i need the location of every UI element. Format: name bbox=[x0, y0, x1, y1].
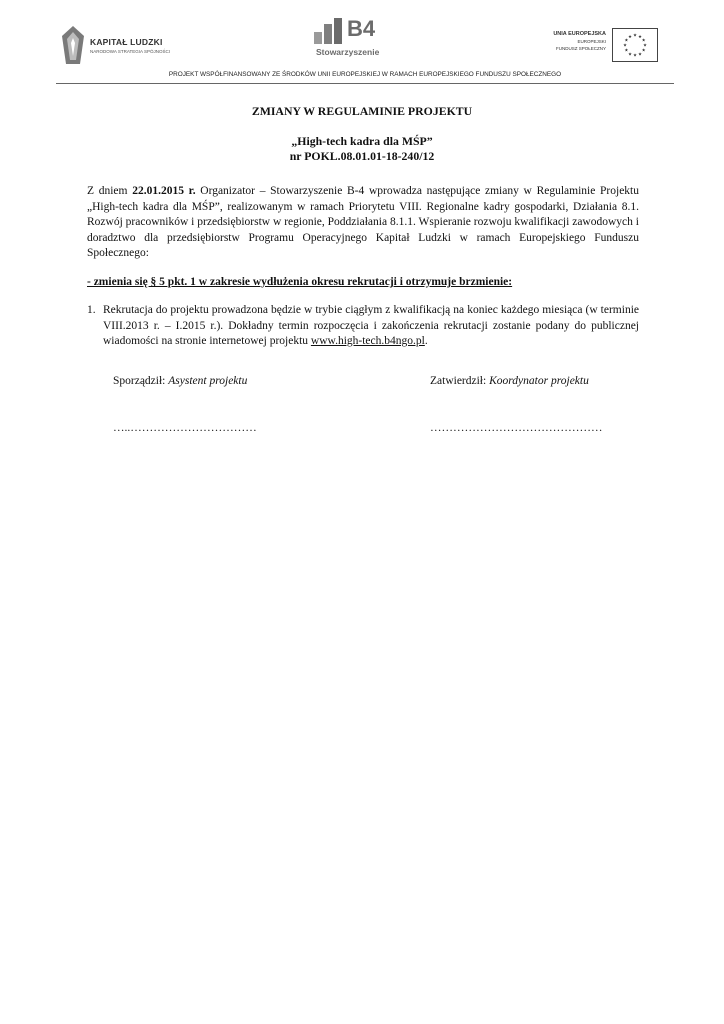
project-name: „High-tech kadra dla MŚP” bbox=[291, 134, 433, 148]
amendment-statement: - zmienia się § 5 pkt. 1 w zakresie wydłużenia okresu rekrutacji i otrzymuje brzmienie: bbox=[87, 276, 513, 288]
approved-by-signature-line: ……………………………………… bbox=[430, 422, 603, 434]
effective-date: 22.01.2015 r. bbox=[132, 185, 196, 197]
eu-star-icon: ★ bbox=[632, 32, 638, 38]
kl-logo-subtitle: NARODOWA STRATEGIA SPÓJNOŚCI bbox=[90, 49, 171, 54]
eu-star-icon: ★ bbox=[637, 33, 643, 39]
eu-star-icon: ★ bbox=[641, 37, 646, 43]
kapital-ludzki-emblem-icon bbox=[62, 26, 84, 64]
eu-flag-icon bbox=[612, 28, 658, 62]
approved-by-role: Koordynator projektu bbox=[489, 375, 589, 387]
b4-logo bbox=[314, 18, 390, 64]
eu-star-icon: ★ bbox=[624, 37, 629, 43]
prepared-by-label: Sporządził: bbox=[113, 375, 169, 387]
eu-logo bbox=[510, 28, 674, 68]
approved-by bbox=[430, 375, 589, 387]
item-end: . bbox=[424, 335, 428, 347]
eu-line-1: UNIA EUROPEJSKA bbox=[553, 31, 606, 37]
intro-body: Organizator – Stowarzyszenie B-4 wprowadza następujące zmiany w Regulaminie Projektu „High-tech kadra dla MŚP”, realizowanym w ramach Priorytetu VIII. Regionalne kadry gospodarki, Działania 8.1. Rozwój pracowników i przedsiębiorstw w regionie, Poddziałania 8.1.1. Wspieranie rozwoju kwalifikacji zawodowych i doradztwo dla przedsiębiorstw Programu Operacyjnego Kapitał Ludzki w ramach Europejskiego Funduszu Społecznego: bbox=[87, 185, 639, 259]
approved-by-label: Zatwierdził: bbox=[430, 375, 490, 387]
list-item bbox=[87, 303, 639, 350]
b4-logo-subtitle: Stowarzyszenie bbox=[316, 47, 380, 57]
page-header bbox=[56, 14, 674, 76]
intro-prefix: Z dniem bbox=[87, 185, 133, 197]
eu-star-icon: ★ bbox=[637, 51, 643, 57]
eu-star-icon: ★ bbox=[622, 42, 628, 48]
prepared-by-role: Asystent projektu bbox=[168, 375, 248, 387]
eu-logo-text bbox=[553, 30, 606, 52]
project-website-link[interactable]: www.high-tech.b4ngo.pl bbox=[310, 335, 425, 347]
eu-star-icon: ★ bbox=[642, 42, 648, 48]
prepared-by-signature-line: …..…………………………… bbox=[113, 422, 257, 434]
prepared-by bbox=[113, 375, 247, 387]
eu-star-icon: ★ bbox=[632, 52, 638, 58]
intro-paragraph bbox=[87, 184, 639, 262]
eu-line-2: EUROPEJSKI bbox=[577, 39, 606, 44]
document-heading: ZMIANY W REGULAMINIE PROJEKTU bbox=[251, 104, 473, 118]
eu-star-icon: ★ bbox=[627, 51, 633, 57]
cofinancing-statement: PROJEKT WSPÓŁFINANSOWANY ZE ŚRODKÓW UNII EUROPEJSKIEJ W RAMACH EUROPEJSKIEGO FUNDUSZU SPOŁECZNEGO bbox=[168, 71, 562, 78]
recruitment-text: Rekrutacja do projektu prowadzona będzie w trybie ciągłym z kwalifikacją na koniec każdego miesiąca (w terminie VIII.2013 r. – I.2015 r.). Dokładny termin rozpoczęcia i zakończenia rekrutacji zostanie podany do publicznej wiadomości na stronie internetowej projektu bbox=[103, 304, 639, 347]
kapital-ludzki-logo bbox=[62, 20, 180, 68]
eu-star-icon: ★ bbox=[627, 33, 633, 39]
project-number: nr POKL.08.01.01-18-240/12 bbox=[289, 149, 435, 163]
kl-logo-title: KAPITAŁ LUDZKI bbox=[90, 37, 163, 47]
eu-star-icon: ★ bbox=[641, 47, 646, 53]
list-item-number: 1. bbox=[87, 304, 96, 316]
eu-star-icon: ★ bbox=[624, 47, 629, 53]
eu-line-3: FUNDUSZ SPOŁECZNY bbox=[555, 46, 606, 51]
b4-mark-icon bbox=[314, 18, 346, 44]
header-divider bbox=[56, 83, 674, 84]
list-item-text bbox=[103, 303, 639, 350]
b4-logo-text: B4 bbox=[347, 16, 376, 41]
